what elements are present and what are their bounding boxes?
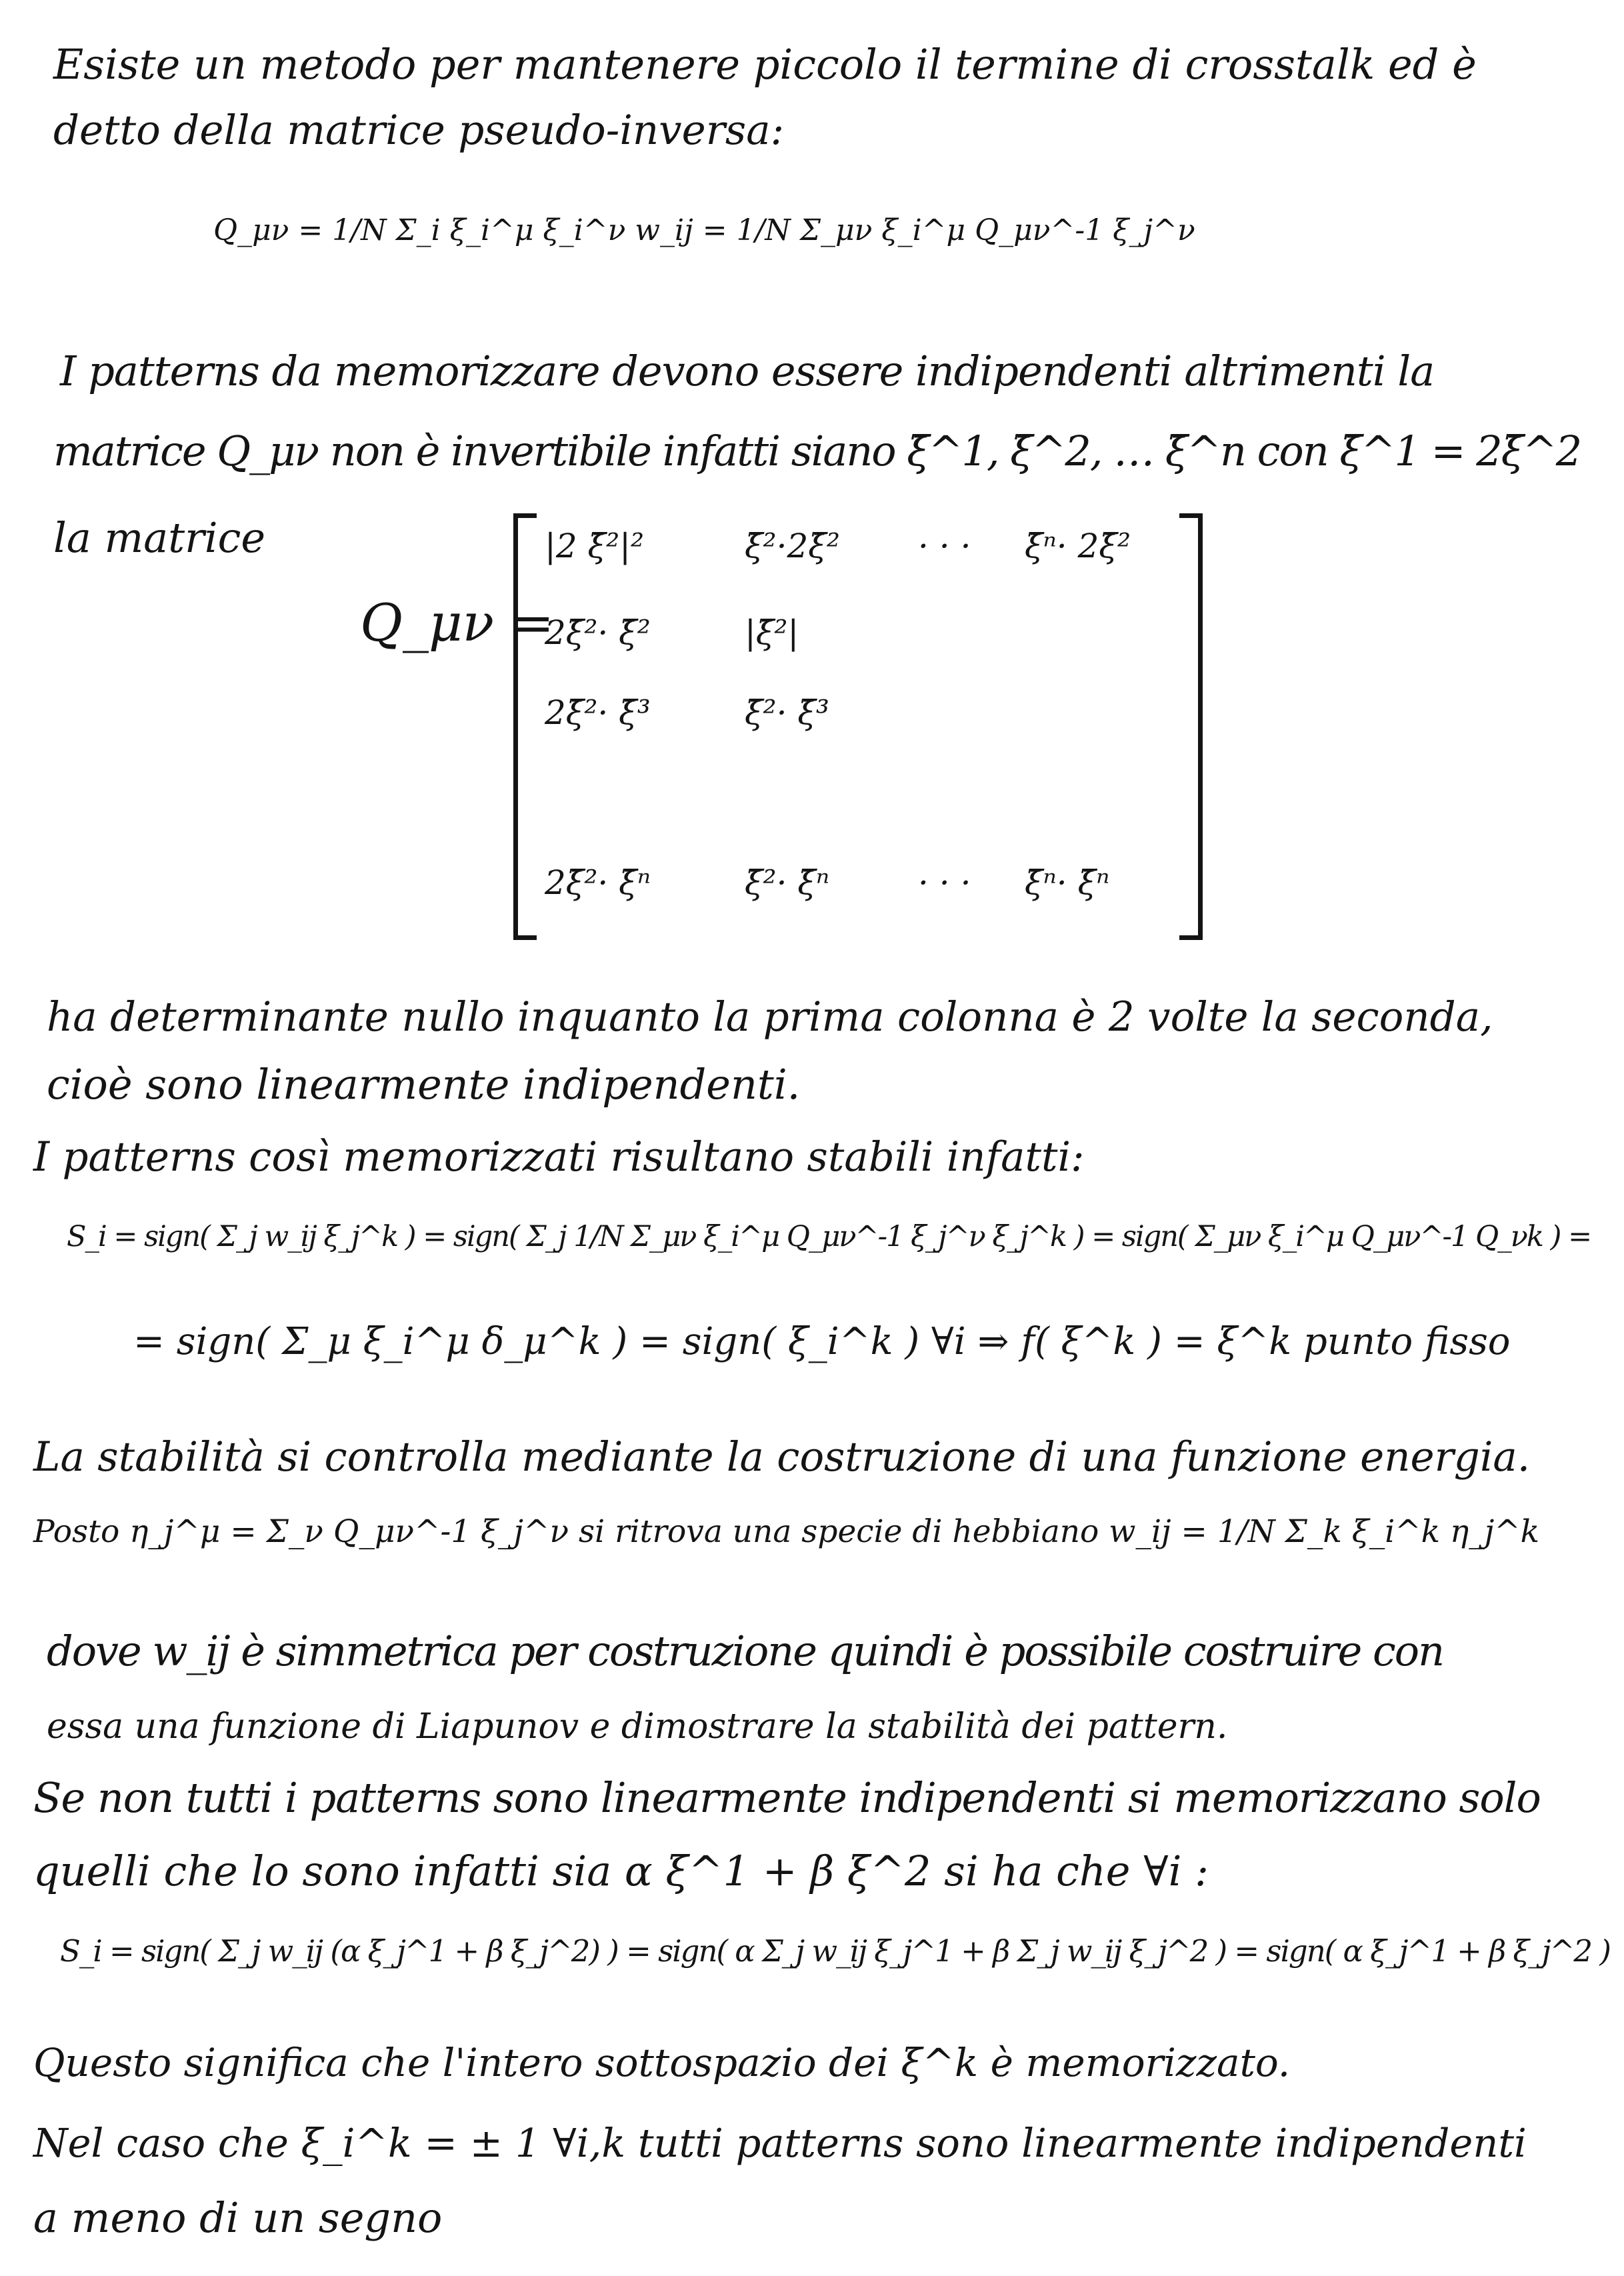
text-line: Esiste un metodo per mantenere piccolo il termine di crosstalk ed è (53, 40, 1477, 89)
text-line: Nel caso che ξ_i^k = ± 1 ∀i,k tutti patterns sono linearmente indipendenti (33, 2120, 1527, 2166)
text-line: I patterns così memorizzati risultano stabili infatti: (33, 1133, 1085, 1181)
text-line: detto della matrice pseudo-inversa: (53, 107, 785, 154)
text-line: Questo significa che l'intero sottospazio dei ξ^k è memorizzato. (33, 2040, 1291, 2085)
matrix-cell: ξ̄²· ξ̄ⁿ (745, 863, 830, 902)
text-line: dove w_ij è simmetrica per costruzione quindi è possibile costruire con (47, 1627, 1444, 1675)
matrix-cell: ξ̄²· ξ̄³ (745, 693, 829, 732)
matrix-cell: · · · (918, 527, 971, 565)
text-line: Posto η_j^μ = Σ_ν Q_μν^-1 ξ_j^ν si ritrova una specie di hebbiano w_ij = 1/N Σ_k ξ_i^k η_j^k (33, 1513, 1540, 1550)
text-line: a meno di un segno (33, 2193, 443, 2242)
matrix-cell: 2ξ̄²· ξ̄ⁿ (545, 863, 651, 902)
matrix-label: Q_μν = (360, 593, 555, 653)
matrix-cell: |ξ̄²| (745, 613, 799, 652)
matrix-cell: 2ξ̄²· ξ̄³ (545, 693, 651, 732)
matrix-cell: · · · (918, 863, 971, 902)
formula-line: S_i = sign( Σ_j w_ij (α ξ_j^1 + β ξ_j^2) ) = sign( α Σ_j w_ij ξ_j^1 + β Σ_j w_ij ξ_j^2 ) = sign( α ξ_j^1 + β ξ_j^2 ) (60, 1933, 1610, 1969)
text-line: ha determinante nullo inquanto la prima colonna è 2 volte la seconda, (47, 993, 1493, 1041)
matrix-cell: ξ̄²·2ξ̄² (745, 527, 840, 565)
formula-line: S_i = sign( Σ_j w_ij ξ_j^k ) = sign( Σ_j 1/N Σ_μν ξ_i^μ Q_μν^-1 ξ_j^ν ξ_j^k ) = sign( Σ_μν ξ_i^μ Q_μν^-1 Q_νk ) = (67, 1220, 1591, 1253)
matrix (513, 513, 1203, 940)
formula-line: Q_μν = 1/N Σ_i ξ_i^μ ξ_i^ν w_ij = 1/N Σ_μν ξ_i^μ Q_μν^-1 ξ_j^ν (213, 213, 1195, 247)
text-line: cioè sono linearmente indipendenti. (47, 1060, 801, 1109)
text-line: la matrice (53, 513, 266, 562)
text-line: quelli che lo sono infatti sia α ξ^1 + β ξ^2 si ha che ∀i : (33, 1847, 1209, 1895)
text-line: Se non tutti i patterns sono linearmente indipendenti si memorizzano solo (33, 1773, 1541, 1822)
matrix-cell: 2ξ̄²· ξ̄² (545, 613, 651, 652)
text-line: La stabilità si controlla mediante la costruzione di una funzione energia. (33, 1433, 1531, 1481)
text-line: I patterns da memorizzare devono essere indipendenti altrimenti la (60, 347, 1435, 395)
matrix-cell: ξ̄ⁿ· ξ̄ⁿ (1025, 863, 1110, 902)
formula-line: = sign( Σ_μ ξ_i^μ δ_μ^k ) = sign( ξ_i^k ) ∀i ⇒ f( ξ^k ) = ξ^k punto fisso (133, 1320, 1511, 1363)
text-line: matrice Q_μν non è invertibile infatti siano ξ̄^1, ξ̄^2, … ξ̄^n con ξ̄^1 = 2ξ̄^2 (53, 427, 1581, 475)
text-line: essa una funzione di Liapunov e dimostrare la stabilità dei pattern. (47, 1707, 1228, 1747)
matrix-cell: |2 ξ̄²|² (545, 527, 645, 565)
matrix-cell: ξ̄ⁿ· 2ξ̄² (1025, 527, 1131, 565)
